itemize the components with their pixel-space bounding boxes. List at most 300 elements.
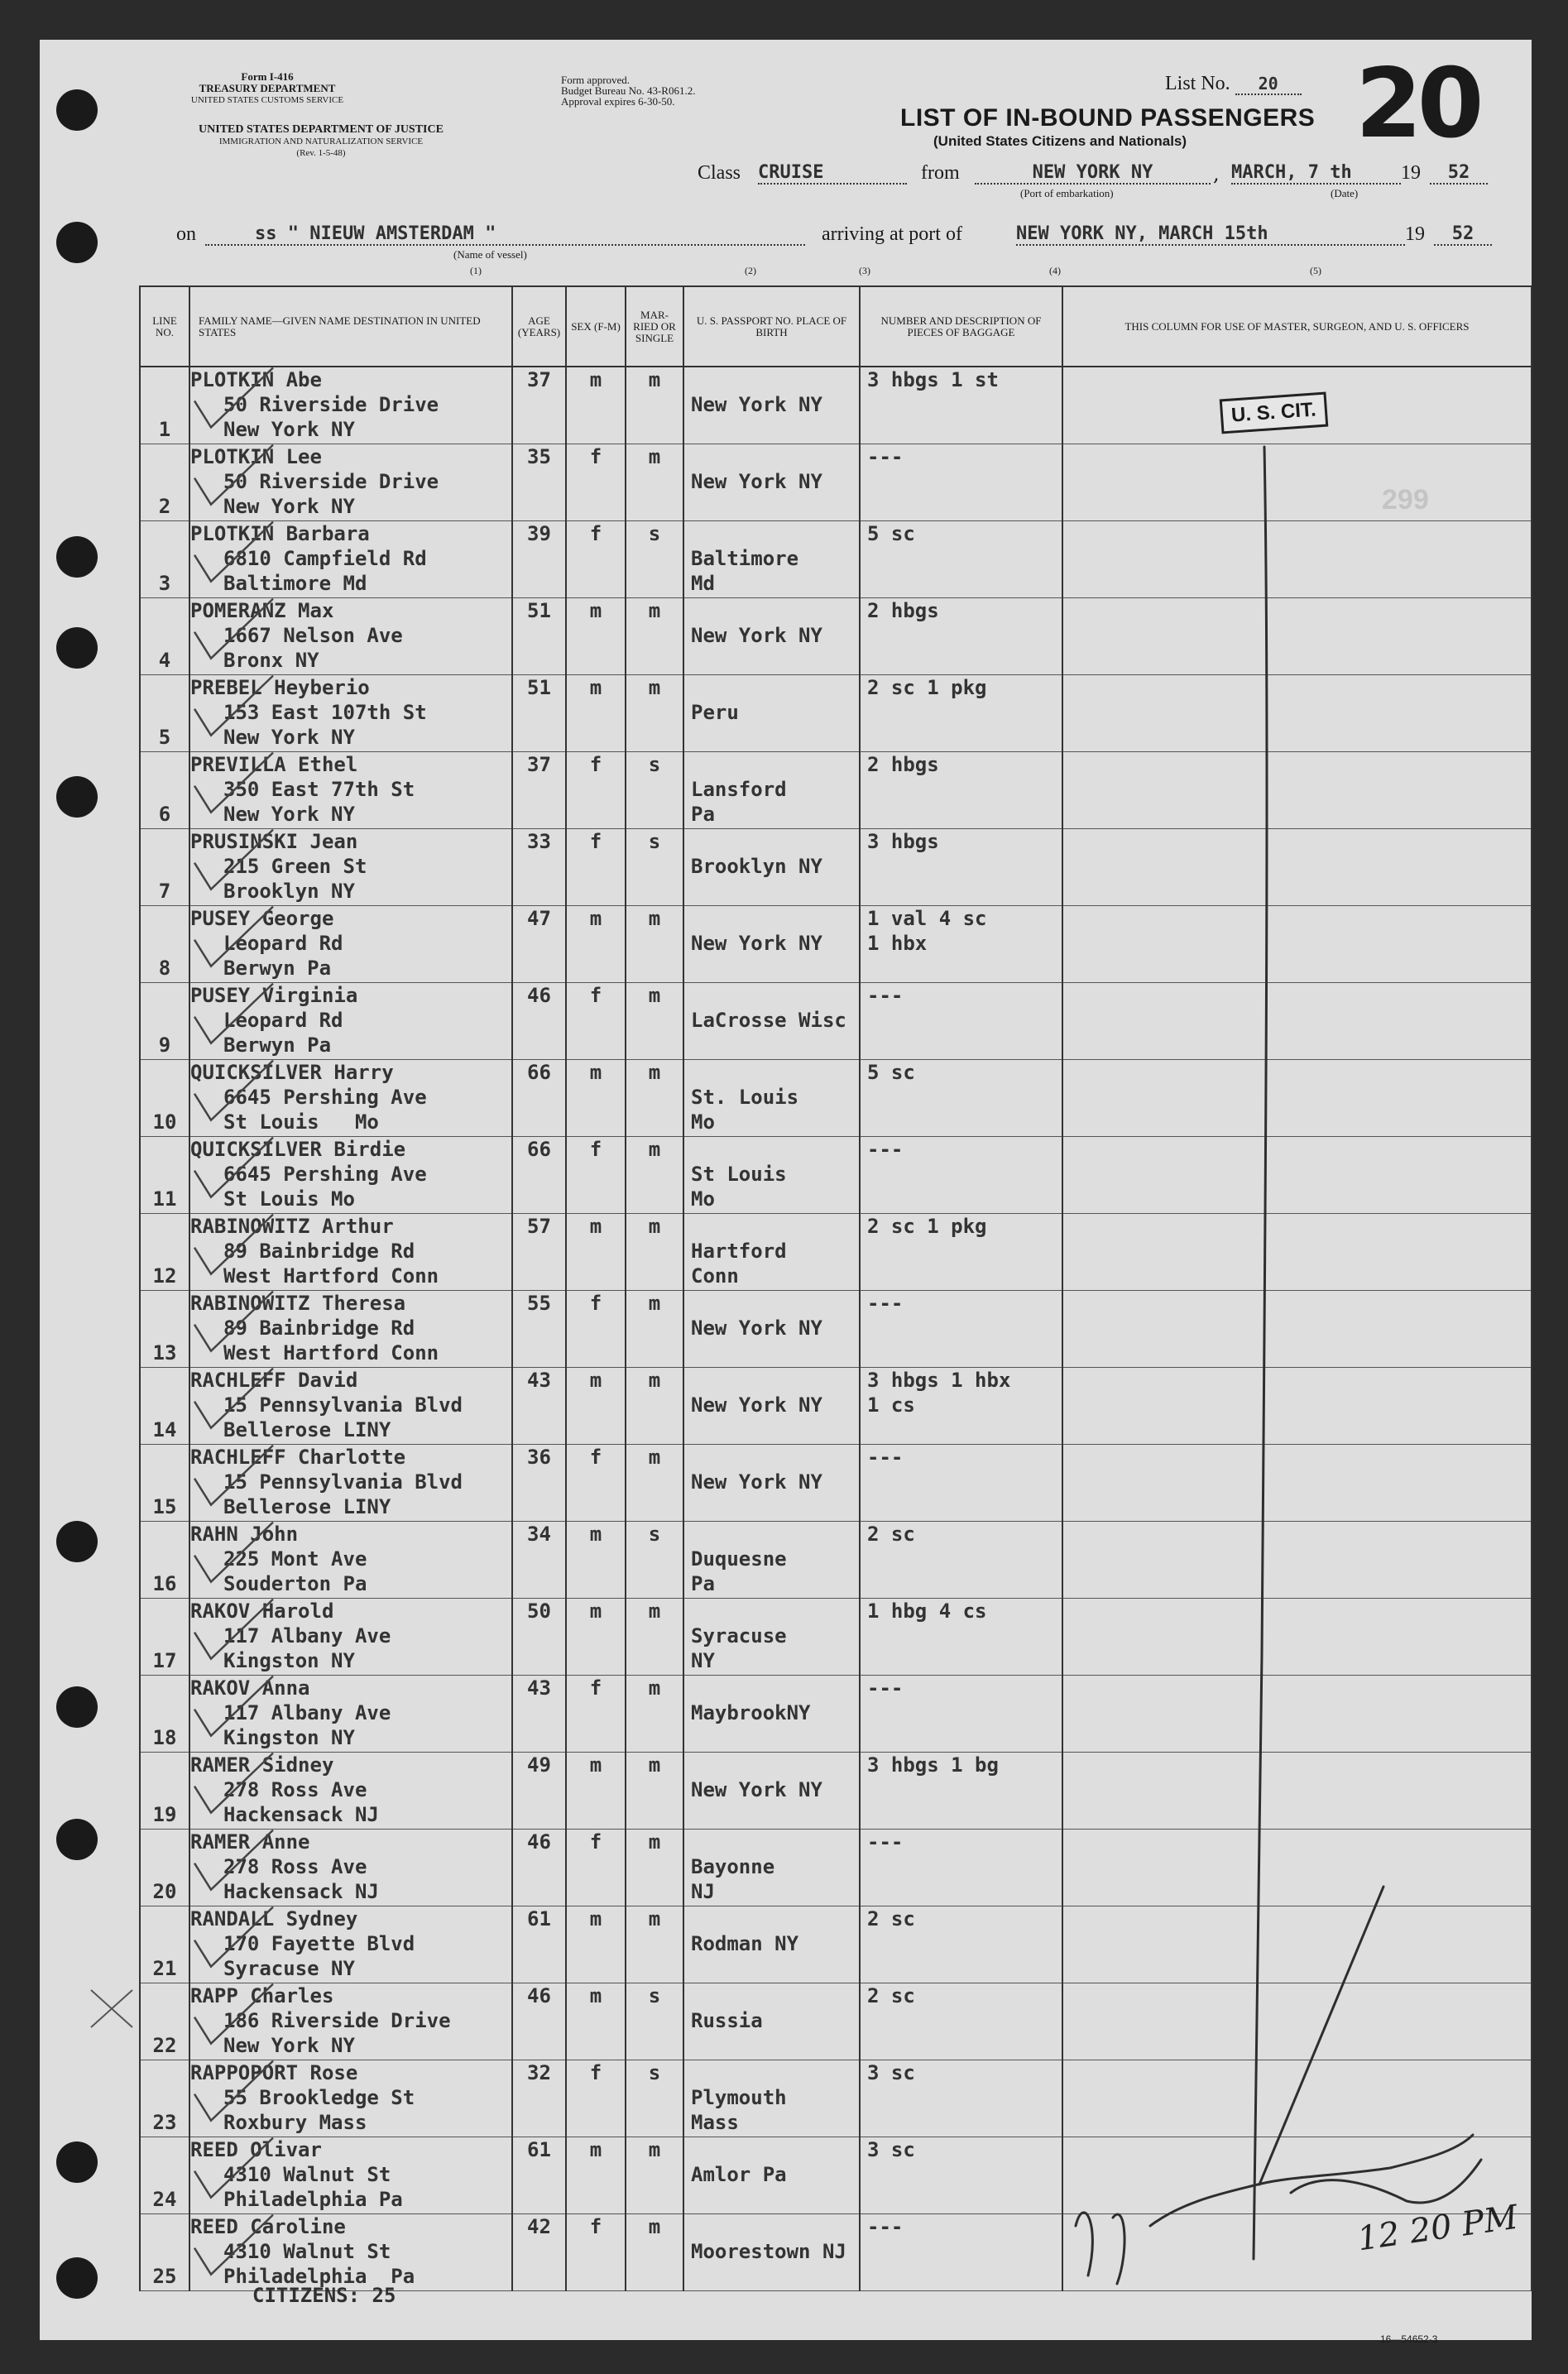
marital-cell: m [626,906,683,983]
line-number: 22 [140,1983,189,2060]
line-number: 20 [140,1830,189,1906]
check-mark [194,1061,273,1120]
sex-cell: f [566,752,626,829]
baggage-line-1: 3 sc [867,2138,915,2161]
baggage-line-1: 2 sc [867,1523,915,1546]
sex-cell: m [566,1906,626,1983]
place-of-birth-line-2: New York NY [691,1316,822,1340]
passenger-name: RAPP Charles [190,1984,334,2007]
arrival-19: 19 [1405,223,1425,245]
baggage-line-1: --- [867,984,904,1007]
baggage-line-1: 3 hbgs 1 st [867,368,999,391]
marital-cell: m [626,675,683,752]
line-number: 19 [140,1753,189,1830]
column-number-4: (4) [1049,265,1061,276]
col-header-married: MAR- RIED OR SINGLE [626,286,683,367]
age-cell: 46 [512,1983,566,2060]
baggage-line-1: 2 sc [867,1907,915,1930]
sex-cell: f [566,1676,626,1753]
baggage-line-1: --- [867,2215,904,2238]
marital-cell: m [626,2214,683,2291]
form-number: Form I-416 [241,70,294,83]
sex-cell: m [566,906,626,983]
line-number: 17 [140,1599,189,1676]
sex-cell: f [566,2214,626,2291]
address-line-1: Leopard Rd [223,1009,343,1032]
list-number-large: 20 [1355,48,1479,160]
line-number: 23 [140,2060,189,2137]
on-label: on [176,223,196,245]
age-cell: 46 [512,983,566,1060]
place-of-birth-line-2: Pa [691,803,715,826]
age-cell: 49 [512,1753,566,1830]
check-mark [194,1369,273,1428]
address-line-2: Philadelphia Pa [223,2188,403,2211]
embarkation-date-value: MARCH, 7 th [1231,162,1401,185]
sex-cell: m [566,675,626,752]
sex-cell: m [566,1983,626,2060]
us-citizen-stamp: U. S. CIT. [1220,392,1328,434]
sex-cell: f [566,983,626,1060]
arrival-year-value: 52 [1434,223,1492,246]
check-mark [194,2215,273,2275]
check-mark [194,1138,273,1197]
address-line-2: Syracuse NY [223,1957,355,1980]
age-cell: 50 [512,1599,566,1676]
passenger-name: PREVILLA Ethel [190,753,358,776]
sex-cell: f [566,1445,626,1522]
arriving-label: arriving at port of [822,223,962,245]
col-header-line-no: LINE NO. [140,286,189,367]
baggage-line-1: 2 sc 1 pkg [867,1215,987,1238]
marital-cell: m [626,1214,683,1291]
check-mark [194,599,273,659]
age-cell: 51 [512,598,566,675]
address-line-2: Brooklyn NY [223,880,355,903]
marital-cell: m [626,1599,683,1676]
column-number-3: (3) [859,265,870,276]
passenger-name: RAKOV Anna [190,1676,310,1700]
place-of-birth-line-1: Lansford [691,778,787,801]
baggage-line-1: --- [867,1830,904,1854]
address-line-2: Hackensack NJ [223,1803,379,1826]
marital-cell: m [626,1368,683,1445]
class-value: CRUISE [758,162,907,185]
check-mark [194,1753,273,1813]
place-of-birth-line-1: Hartford [691,1240,787,1263]
address-line-2: Baltimore Md [223,572,367,595]
signature-stroke [1076,2135,1473,2284]
place-of-birth-line-1: Baltimore [691,547,799,570]
place-of-birth-line-2: Pa [691,1572,715,1595]
line-number: 14 [140,1368,189,1445]
age-cell: 61 [512,1906,566,1983]
line-number: 11 [140,1137,189,1214]
signature-time: 12 20 PM [1355,2198,1521,2259]
baggage-line-1: 5 sc [867,1061,915,1084]
address-line-1: 153 East 107th St [223,701,427,724]
age-cell: 32 [512,2060,566,2137]
age-cell: 42 [512,2214,566,2291]
customs-service: UNITED STATES CUSTOMS SERVICE [190,95,344,105]
marital-cell: m [626,598,683,675]
place-of-birth-line-2: Rodman NY [691,1932,799,1955]
address-line-1: 6645 Pershing Ave [223,1163,427,1186]
approval-expires-text: Approval expires 6-30-50. [561,95,675,108]
budget-bureau-text: Budget Bureau No. 43-R061.2. [561,84,696,97]
passenger-name: RACHLEFF Charlotte [190,1446,406,1469]
place-of-birth-line-2: Brooklyn NY [691,855,822,878]
address-line-2: New York NY [223,418,355,441]
sex-cell: f [566,1291,626,1368]
address-line-2: Kingston NY [223,1649,355,1672]
line-number: 5 [140,675,189,752]
marital-cell: s [626,752,683,829]
address-line-1: 225 Mont Ave [223,1547,367,1571]
check-mark [194,1446,273,1505]
check-mark [194,2061,273,2121]
col-header-age: AGE (YEARS) [512,286,566,367]
sex-cell: f [566,1137,626,1214]
baggage-line-1: 2 hbgs [867,753,939,776]
address-line-1: 117 Albany Ave [223,1624,391,1647]
line-number: 12 [140,1214,189,1291]
marital-cell: m [626,2137,683,2214]
passenger-name: PLOTKIN Lee [190,445,322,468]
place-of-birth-line-2: New York NY [691,470,822,493]
age-cell: 37 [512,367,566,444]
marital-cell: m [626,1830,683,1906]
baggage-line-1: --- [867,1138,904,1161]
age-cell: 57 [512,1214,566,1291]
marital-cell: m [626,1291,683,1368]
embarkation-date-19: 19 [1401,162,1421,184]
address-line-2: New York NY [223,726,355,749]
place-of-birth-line-1: St. Louis [691,1086,799,1109]
check-mark [194,1907,273,1967]
marital-cell: s [626,1983,683,2060]
passenger-name: REED Caroline [190,2215,346,2238]
line-number: 10 [140,1060,189,1137]
address-line-1: 89 Bainbridge Rd [223,1316,415,1340]
age-cell: 36 [512,1445,566,1522]
col-header-passport: U. S. PASSPORT NO. PLACE OF BIRTH [683,286,860,367]
passenger-name: PUSEY George [190,907,334,930]
address-line-1: 215 Green St [223,855,367,878]
address-line-2: Souderton Pa [223,1572,367,1595]
embarkation-port-value: NEW YORK NY [975,162,1211,185]
baggage-line-1: --- [867,1676,904,1700]
sex-cell: m [566,1368,626,1445]
sex-cell: m [566,1753,626,1830]
address-line-2: Kingston NY [223,1726,355,1749]
marital-cell: m [626,1137,683,1214]
place-of-birth-line-2: Mo [691,1187,715,1211]
address-line-1: Leopard Rd [223,932,343,955]
form-revision: (Rev. 1-5-48) [296,148,346,158]
list-number-value: 20 [1235,74,1302,95]
address-line-1: 4310 Walnut St [223,2240,391,2263]
age-cell: 51 [512,675,566,752]
address-line-2: Hackensack NJ [223,1880,379,1903]
baggage-line-1: 2 hbgs [867,599,939,622]
age-cell: 34 [512,1522,566,1599]
place-of-birth-line-2: New York NY [691,1393,822,1417]
place-of-birth-line-1: Syracuse [691,1624,787,1647]
sex-cell: f [566,521,626,598]
passenger-name: QUICKSILVER Harry [190,1061,394,1084]
age-cell: 55 [512,1291,566,1368]
check-mark [194,1830,273,1890]
place-of-birth-line-2: Conn [691,1264,739,1288]
address-line-1: 186 Riverside Drive [223,2009,451,2032]
baggage-line-1: 1 hbg 4 cs [867,1599,987,1623]
baggage-line-1: --- [867,1292,904,1315]
list-number-label: List No. [1165,73,1230,94]
class-label: Class [698,162,741,184]
baggage-line-1: 1 val 4 sc [867,907,987,930]
place-of-birth-line-1: Peru [691,701,739,724]
place-of-birth-line-2: Mass [691,2111,739,2134]
marital-cell: s [626,1522,683,1599]
address-line-1: 15 Pennsylvania Blvd [223,1470,463,1494]
col-header-sex: SEX (F-M) [566,286,626,367]
address-line-1: 50 Riverside Drive [223,470,439,493]
check-mark [194,1599,273,1659]
age-cell: 47 [512,906,566,983]
baggage-line-1: 3 hbgs 1 hbx [867,1369,1011,1392]
column-number-1: (1) [470,265,482,276]
address-line-1: 117 Albany Ave [223,1701,391,1724]
address-line-1: 55 Brookledge St [223,2086,415,2109]
age-cell: 46 [512,1830,566,1906]
line-number: 13 [140,1291,189,1368]
baggage-line-2: 1 cs [867,1393,915,1417]
address-line-2: Philadelphia Pa [223,2265,415,2288]
sex-cell: f [566,444,626,521]
line-number: 8 [140,906,189,983]
age-cell: 35 [512,444,566,521]
sex-cell: f [566,1830,626,1906]
treasury-department: TREASURY DEPARTMENT [199,82,336,94]
sex-cell: m [566,2137,626,2214]
place-of-birth-line-1: Duquesne [691,1547,787,1571]
address-line-2: Roxbury Mass [223,2111,367,2134]
check-mark [194,2138,273,2198]
address-line-2: St Louis Mo [223,1187,355,1211]
address-line-1: 6645 Pershing Ave [223,1086,427,1109]
age-cell: 43 [512,1368,566,1445]
line-number: 7 [140,829,189,906]
address-line-1: 15 Pennsylvania Blvd [223,1393,463,1417]
column-number-5: (5) [1310,265,1321,276]
date-comma: , [1213,162,1220,185]
address-line-2: Berwyn Pa [223,957,332,980]
form-approved-text: Form approved. [561,74,631,86]
address-line-2: Berwyn Pa [223,1034,332,1057]
passenger-name: RAMER Anne [190,1830,310,1854]
passenger-name: PUSEY Virginia [190,984,358,1007]
line-number: 3 [140,521,189,598]
address-line-1: 4310 Walnut St [223,2163,391,2186]
baggage-line-2: 1 hbx [867,932,928,955]
x-mark [91,1990,132,2027]
address-line-2: Bellerose LINY [223,1495,391,1518]
marital-cell: m [626,983,683,1060]
passenger-name: PREBEL Heyberio [190,676,370,699]
place-of-birth-line-2: Moorestown NJ [691,2240,846,2263]
column-number-2: (2) [745,265,756,276]
age-cell: 66 [512,1137,566,1214]
baggage-line-1: 2 sc 1 pkg [867,676,987,699]
sex-cell: m [566,1214,626,1291]
check-mark [194,1523,273,1582]
address-line-1: 278 Ross Ave [223,1855,367,1878]
passenger-name: PLOTKIN Barbara [190,522,370,545]
age-cell: 33 [512,829,566,906]
vessel-name-caption: (Name of vessel) [453,248,527,261]
passenger-name: PRUSINSKI Jean [190,830,358,853]
passenger-name: POMERANZ Max [190,599,334,622]
age-cell: 66 [512,1060,566,1137]
date-caption: (Date) [1331,187,1359,199]
marital-cell: s [626,521,683,598]
passenger-name: RABINOWITZ Theresa [190,1292,406,1315]
marital-cell: m [626,1906,683,1983]
address-line-2: West Hartford Conn [223,1341,439,1364]
check-mark [194,1984,273,2044]
passenger-name: PLOTKIN Abe [190,368,322,391]
baggage-line-1: --- [867,445,904,468]
form-code: 16—54652-3 [1380,2333,1438,2345]
marital-cell: m [626,444,683,521]
marital-cell: m [626,1676,683,1753]
sex-cell: m [566,367,626,444]
passenger-name: RAMER Sidney [190,1753,334,1777]
passenger-name: REED Olivar [190,2138,322,2161]
place-of-birth-line-2: New York NY [691,1470,822,1494]
address-line-2: New York NY [223,803,355,826]
line-number: 18 [140,1676,189,1753]
sex-cell: f [566,829,626,906]
sex-cell: m [566,1060,626,1137]
line-number: 15 [140,1445,189,1522]
arrival-port-date-value: NEW YORK NY, MARCH 15th [1016,223,1405,246]
page-title: LIST OF IN-BOUND PASSENGERS [900,104,1316,132]
check-mark [194,676,273,736]
passenger-name: RAKOV Harold [190,1599,334,1623]
place-of-birth-line-2: New York NY [691,393,822,416]
line-number: 2 [140,444,189,521]
address-line-2: West Hartford Conn [223,1264,439,1288]
baggage-line-1: 5 sc [867,522,915,545]
address-line-2: New York NY [223,495,355,518]
col-header-officers: THIS COLUMN FOR USE OF MASTER, SURGEON, AND U. S. OFFICERS [1062,286,1532,367]
passenger-name: RANDALL Sydney [190,1907,358,1930]
place-of-birth-line-2: Md [691,572,715,595]
address-line-1: 350 East 77th St [223,778,415,801]
address-line-1: 1667 Nelson Ave [223,624,403,647]
from-label: from [921,162,960,184]
place-of-birth-line-2: Russia [691,2009,763,2032]
address-line-1: 6810 Campfield Rd [223,547,427,570]
line-number: 25 [140,2214,189,2291]
check-mark [194,1215,273,1274]
passenger-name: RABINOWITZ Arthur [190,1215,394,1238]
age-cell: 61 [512,2137,566,2214]
check-mark [194,1676,273,1736]
place-of-birth-line-2: New York NY [691,1778,822,1801]
passenger-name: RAPPOPORT Rose [190,2061,358,2084]
baggage-line-1: 3 sc [867,2061,915,2084]
line-number: 16 [140,1522,189,1599]
line-number: 1 [140,367,189,444]
marital-cell: s [626,2060,683,2137]
check-mark [194,830,273,890]
check-mark [194,445,273,505]
line-number: 6 [140,752,189,829]
col-header-name: FAMILY NAME—GIVEN NAME DESTINATION IN UNITED STATES [189,286,512,367]
address-line-2: Bronx NY [223,649,319,672]
embarkation-port-caption: (Port of embarkation) [1020,187,1114,199]
marital-cell: m [626,1445,683,1522]
justice-department: UNITED STATES DEPARTMENT OF JUSTICE [199,123,444,136]
vertical-pencil-line [1254,447,1267,2259]
line-number: 9 [140,983,189,1060]
place-of-birth-line-1: St Louis [691,1163,787,1186]
check-mark [194,522,273,582]
marital-cell: m [626,367,683,444]
sex-cell: m [566,1599,626,1676]
marital-cell: m [626,1060,683,1137]
place-of-birth-line-2: MaybrookNY [691,1701,811,1724]
sex-cell: m [566,598,626,675]
signature-flourish [1291,2160,1481,2203]
age-cell: 37 [512,752,566,829]
faint-page-number: 299 [1382,484,1429,516]
address-line-1: 170 Fayette Blvd [223,1932,415,1955]
address-line-2: Bellerose LINY [223,1418,391,1441]
place-of-birth-line-1: Bayonne [691,1855,775,1878]
place-of-birth-line-2: New York NY [691,932,822,955]
passenger-name: QUICKSILVER Birdie [190,1138,406,1161]
line-number: 21 [140,1906,189,1983]
age-cell: 39 [512,521,566,598]
baggage-line-1: 3 hbgs [867,830,939,853]
col-header-baggage: NUMBER AND DESCRIPTION OF PIECES OF BAGGAGE [860,286,1062,367]
line-number: 4 [140,598,189,675]
immigration-service: IMMIGRATION AND NATURALIZATION SERVICE [218,137,424,146]
line-number: 24 [140,2137,189,2214]
place-of-birth-line-2: New York NY [691,624,822,647]
place-of-birth-line-2: NJ [691,1880,715,1903]
marital-cell: s [626,829,683,906]
place-of-birth-line-2: Amlor Pa [691,2163,787,2186]
vessel-name-value: ss " NIEUW AMSTERDAM " [205,223,805,246]
check-mark [194,1292,273,1351]
place-of-birth-line-2: Mo [691,1110,715,1134]
baggage-line-1: 2 sc [867,1984,915,2007]
address-line-1: 50 Riverside Drive [223,393,439,416]
place-of-birth-line-2: NY [691,1649,715,1672]
baggage-line-1: --- [867,1446,904,1469]
age-cell: 43 [512,1676,566,1753]
sex-cell: f [566,2060,626,2137]
sex-cell: m [566,1522,626,1599]
citizens-count: CITIZENS: 25 [252,2284,396,2307]
page-subtitle: (United States Citizens and Nationals) [933,133,1187,149]
embarkation-year-value: 52 [1430,162,1488,185]
